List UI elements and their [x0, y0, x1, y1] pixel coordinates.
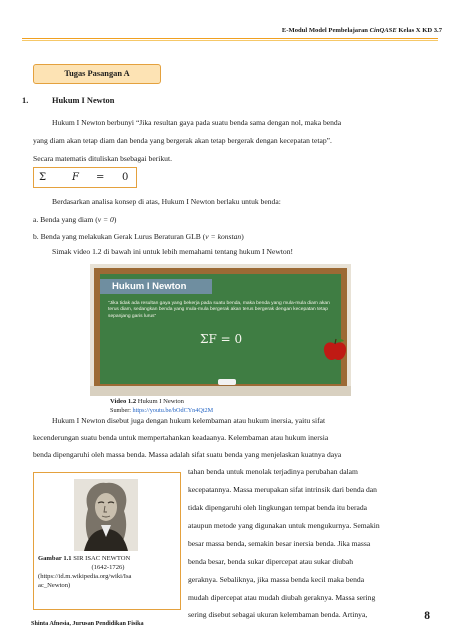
- body-right-1: tahan benda untuk menolak terjadinya perubahan dalam: [188, 467, 358, 476]
- video-intro: Simak video 1.2 di bawah ini untuk lebih memahami tentang hukum I Newton!: [52, 247, 294, 256]
- video-caption: Video 1.2 Hukum I Newton: [110, 398, 184, 405]
- figure-title: Gambar 1.1 SIR ISAC NEWTON: [38, 555, 131, 562]
- video-source-link[interactable]: https://youtu.be/bOdCYn4Qt2M: [132, 407, 214, 414]
- video-quote: “Jika tidak ada resultan gaya yang bekerja pada suatu benda, maka benda yang mula-mula diam akan terus diam, sedangkan benda yang mula-mula bergerak akan terus bergerak dengan kecepatan tetap sepanjang garis lurus”: [108, 301, 330, 319]
- figure-source-2: ac_Newton): [38, 582, 71, 589]
- body-right-3: tidak dipengaruhi oleh lingkungan tempat benda itu berada: [188, 503, 368, 512]
- case-b: b. Benda yang melakukan Gerak Lurus Beraturan GLB (v = konstan): [33, 232, 244, 241]
- zero-value: 0: [122, 172, 129, 183]
- video-title: Hukum I Newton: [100, 279, 212, 294]
- body-right-2: kecepatannya. Massa merupakan sifat intrinsik dari benda dan: [188, 485, 377, 494]
- section-title: Hukum I Newton: [52, 96, 115, 105]
- footer-author: Shinta Afnesia, Jurusan Pendidikan Fisika: [31, 620, 144, 627]
- body-right-4: ataupun metode yang digunakan untuk mengukurnya. Semakin: [188, 521, 380, 530]
- page-header: E-Modul Model Pembelajaran CinQASE Kelas X KD 3.7: [281, 27, 442, 34]
- task-label: Tugas Pasangan A: [33, 64, 161, 84]
- intro-line-3: Secara matematis dituliskan bsebagai berikut.: [33, 154, 172, 163]
- analysis-text: Berdasarkan analisa konsep di atas, Hukum I Newton berlaku untuk benda:: [52, 197, 281, 206]
- body-right-5: besar massa benda, semakin besar inersia benda. Jika massa: [188, 539, 371, 548]
- body-right-9: sering disebut sebagai ukuran kelembaman benda. Artinya,: [188, 610, 368, 619]
- intro-line-1: Hukum I Newton berbunyi “Jika resultan gaya pada suatu benda sama dengan nol, maka benda: [52, 118, 342, 127]
- figure-caption: [38, 554, 178, 590]
- body-right-8: mudah dipercepat atau mudah diubah geraknya. Massa sering: [188, 593, 376, 602]
- video-equation: ΣF = 0: [200, 332, 243, 346]
- intro-line-2: yang diam akan tetap diam dan benda yang bergerak akan tetap bergerak dengan kecepatan tetap”.: [33, 136, 332, 145]
- equals-symbol: =: [96, 172, 105, 183]
- body-line-1: Hukum I Newton disebut juga dengan hukum kelembaman atau hukum inersia, yaitu sifat: [52, 416, 326, 425]
- page-number: 8: [424, 610, 430, 622]
- video-thumbnail[interactable]: [90, 264, 351, 396]
- body-line-2: kecenderungan suatu benda untuk mempertahankan keadaanya. Kelembaman atau hukum inersia: [33, 433, 329, 442]
- body-right-6: benda besar, benda sukar dipercepat atau sukar diubah: [188, 557, 354, 566]
- video-source: Sumber: https://youtu.be/bOdCYn4Qt2M: [110, 407, 214, 414]
- chalk-ledge: [90, 376, 351, 396]
- figure-source-1: (https://id.m.wikipedia.org/wiki/Isa: [38, 573, 132, 580]
- sigma-symbol: Σ: [39, 172, 47, 183]
- body-right-7: geraknya. Sebaliknya, jika massa benda kecil maka benda: [188, 575, 365, 584]
- header-divider: [22, 38, 438, 39]
- section-number: 1.: [22, 96, 29, 105]
- body-line-3: benda dipengaruhi oleh massa benda. Massa adalah sifat suatu benda yang menjelaskan kuatnya daya: [33, 450, 342, 459]
- figure-years: (1642-1726): [91, 564, 125, 571]
- model-name: CinQASE: [369, 27, 397, 34]
- force-symbol: F: [72, 172, 79, 183]
- apple-icon: [322, 338, 348, 362]
- newton-figure: [33, 472, 181, 610]
- chalkboard: [100, 274, 341, 384]
- case-a: a. Benda yang diam (v = 0): [33, 215, 117, 224]
- header-divider-secondary: [22, 40, 438, 41]
- equation-box: [33, 167, 137, 188]
- newton-portrait: [74, 479, 138, 551]
